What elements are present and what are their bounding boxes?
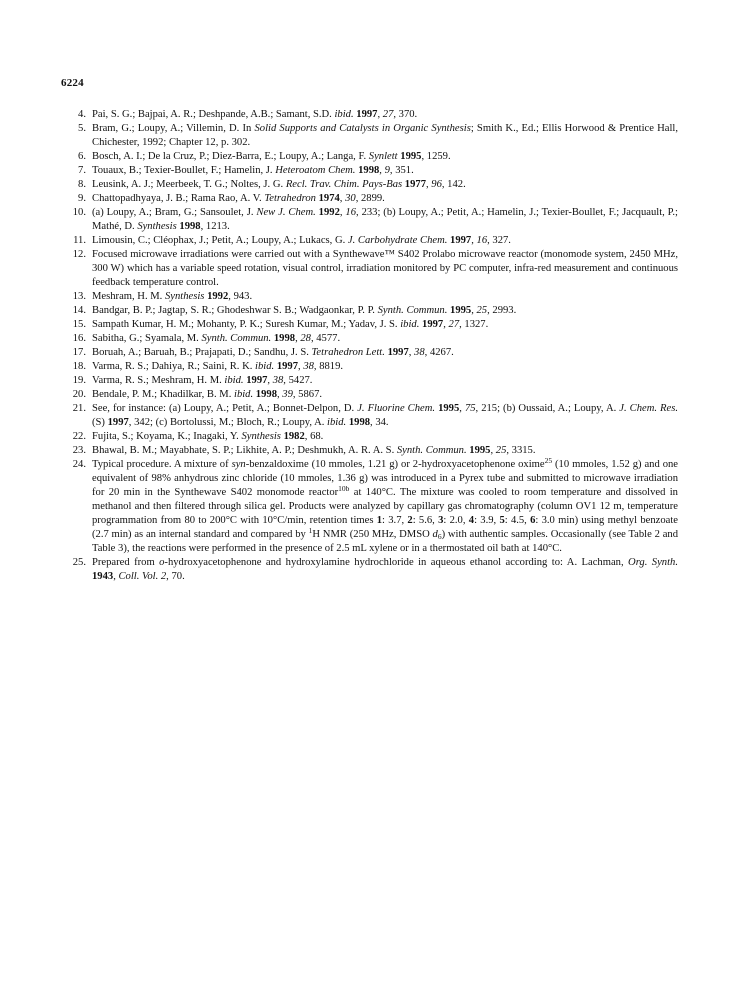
- reference-item: [66, 248, 678, 290]
- reference-number: 12.: [72, 249, 86, 260]
- reference-text: Sampath Kumar, H. M.; Mohanty, P. K.; Suresh Kumar, M.; Yadav, J. S. ibid. 1997, 27, 1327.: [92, 319, 489, 330]
- reference-number: 17.: [72, 347, 86, 358]
- reference-text: See, for instance: (a) Loupy, A.; Petit, A.; Bonnet-Delpon, D. J. Fluorine Chem. 1995, 75, 215; (b) Oussaid, A.; Loupy, A. J. Chem. Res. (S) 1997, 342; (c) Bortolussi, M.; Bloch, R.; Loupy, A. ibid. 1998, 34.: [92, 403, 678, 428]
- reference-text: Sabitha, G.; Syamala, M. Synth. Commun. 1998, 28, 4577.: [92, 333, 341, 344]
- reference-number: 15.: [72, 319, 86, 330]
- reference-item: [66, 332, 678, 346]
- reference-number: 9.: [78, 193, 86, 204]
- reference-number: 22.: [72, 431, 86, 442]
- reference-number: 6.: [78, 151, 86, 162]
- reference-item: [66, 304, 678, 318]
- reference-item: [66, 192, 678, 206]
- reference-text: Bendale, P. M.; Khadilkar, B. M. ibid. 1998, 39, 5867.: [92, 389, 323, 400]
- reference-number: 4.: [78, 109, 86, 120]
- reference-item: [66, 150, 678, 164]
- reference-item: [66, 290, 678, 304]
- reference-item: [66, 430, 678, 444]
- reference-item: [66, 164, 678, 178]
- reference-item: [66, 458, 678, 556]
- reference-text: Fujita, S.; Koyama, K.; Inagaki, Y. Synthesis 1982, 68.: [92, 431, 324, 442]
- reference-text: Bosch, A. I.; De la Cruz, P.; Diez-Barra, E.; Loupy, A.; Langa, F. Synlett 1995, 1259.: [92, 151, 451, 162]
- reference-text: Meshram, H. M. Synthesis 1992, 943.: [92, 291, 253, 302]
- reference-number: 20.: [72, 389, 86, 400]
- reference-number: 5.: [78, 123, 86, 134]
- reference-number: 16.: [72, 333, 86, 344]
- reference-item: [66, 178, 678, 192]
- reference-text: (a) Loupy, A.; Bram, G.; Sansoulet, J. New J. Chem. 1992, 16, 233; (b) Loupy, A.; Petit, A.; Hamelin, J.; Texier-Boullet, F.; Jacquault, P.; Mathé, D. Synthesis 1998, 1213.: [92, 207, 678, 232]
- reference-number: 14.: [72, 305, 86, 316]
- reference-number: 13.: [72, 291, 86, 302]
- reference-text: Prepared from o-hydroxyacetophenone and hydroxylamine hydrochloride in aqueous ethanol according to: A. Lachman, Org. Synth. 1943, Coll. Vol. 2, 70.: [92, 557, 678, 582]
- reference-item: [66, 360, 678, 374]
- reference-text: Touaux, B.; Texier-Boullet, F.; Hamelin, J. Heteroatom Chem. 1998, 9, 351.: [92, 165, 414, 176]
- reference-item: [66, 374, 678, 388]
- reference-item: [66, 108, 678, 122]
- reference-item: [66, 234, 678, 248]
- reference-item: [66, 206, 678, 234]
- reference-text: Varma, R. S.; Dahiya, R.; Saini, R. K. ibid. 1997, 38, 8819.: [92, 361, 344, 372]
- reference-number: 21.: [72, 403, 86, 414]
- reference-text: Bram, G.; Loupy, A.; Villemin, D. In Solid Supports and Catalysts in Organic Synthesis; Smith K., Ed.; Ellis Horwood & Prentice Hall, Chichester, 1992; Chapter 12, p. 302.: [92, 123, 678, 148]
- reference-number: 7.: [78, 165, 86, 176]
- reference-number: 18.: [72, 361, 86, 372]
- reference-number: 19.: [72, 375, 86, 386]
- reference-list: [66, 108, 678, 584]
- reference-text: Focused microwave irradiations were carried out with a Synthewave™ S402 Prolabo microwave reactor (monomode system, 2450 MHz, 300 W) which has a variable speed rotation, visual control, irradiation monitored by PC computer, infra-red measurement and continuous feedback temperature control.: [92, 249, 678, 288]
- reference-text: Typical procedure. A mixture of syn-benzaldoxime (10 mmoles, 1.21 g) or 2-hydroxyacetophenone oxime$^{25}$ (10 mmoles, 1.52 g) and one equivalent of 98% anhydrous zinc chloride (10 mmoles, 1.36 g) was introduced in a Pyrex tube and submitted to microwave irradiation for 20 min in the Synthewave S402 monomode reactor$^{10b}$ at 140°C. The mixture was cooled to room temperature and dissolved in methanol and then filtered through silica gel. Products were analyzed by capillary gas chromatography (column OV1 12 m, temperature programmation from 80 to 200°C with 10°C/min, retention times 1: 3.7, 2: 5.6, 3: 2.0, 4: 3.9, 5: 4.5, 6: 3.0 min) using methyl benzoate (2.7 min) as an internal standard and compared by $^1$H NMR (250 MHz, DMSO $d_6$) with authentic samples. Occasionally (see Table 2 and Table 3), the reactions were performed in the presence of 2.5 mL xylene or in a thermostated oil bath at 140°C.: [92, 456, 678, 554]
- reference-number: 25.: [72, 557, 86, 568]
- page-number: 6224: [61, 77, 84, 89]
- reference-number: 8.: [78, 179, 86, 190]
- reference-item: [66, 556, 678, 584]
- reference-text: Leusink, A. J.; Meerbeek, T. G.; Noltes, J. G. Recl. Trav. Chim. Pays-Bas 1977, 96, 142.: [92, 179, 466, 190]
- reference-text: Limousin, C.; Cléophax, J.; Petit, A.; Loupy, A.; Lukacs, G. J. Carbohydrate Chem. 1997, 16, 327.: [92, 235, 511, 246]
- reference-item: [66, 346, 678, 360]
- reference-number: 11.: [73, 235, 86, 246]
- reference-item: [66, 388, 678, 402]
- reference-item: [66, 318, 678, 332]
- reference-text: Varma, R. S.; Meshram, H. M. ibid. 1997, 38, 5427.: [92, 375, 313, 386]
- reference-text: Boruah, A.; Baruah, B.; Prajapati, D.; Sandhu, J. S. Tetrahedron Lett. 1997, 38, 4267.: [92, 347, 454, 358]
- reference-item: [66, 444, 678, 458]
- reference-number: 24.: [72, 459, 86, 470]
- reference-number: 10.: [72, 207, 86, 218]
- reference-text: Pai, S. G.; Bajpai, A. R.; Deshpande, A.B.; Samant, S.D. ibid. 1997, 27, 370.: [92, 109, 418, 120]
- reference-text: Bhawal, B. M.; Mayabhate, S. P.; Likhite, A. P.; Deshmukh, A. R. A. S. Synth. Commun. 1995, 25, 3315.: [92, 445, 536, 456]
- reference-number: 23.: [72, 445, 86, 456]
- reference-item: [66, 122, 678, 150]
- reference-text: Chattopadhyaya, J. B.; Rama Rao, A. V. Tetrahedron 1974, 30, 2899.: [92, 193, 385, 204]
- reference-item: [66, 402, 678, 430]
- reference-text: Bandgar, B. P.; Jagtap, S. R.; Ghodeshwar S. B.; Wadgaonkar, P. P. Synth. Commun. 1995, 25, 2993.: [92, 305, 517, 316]
